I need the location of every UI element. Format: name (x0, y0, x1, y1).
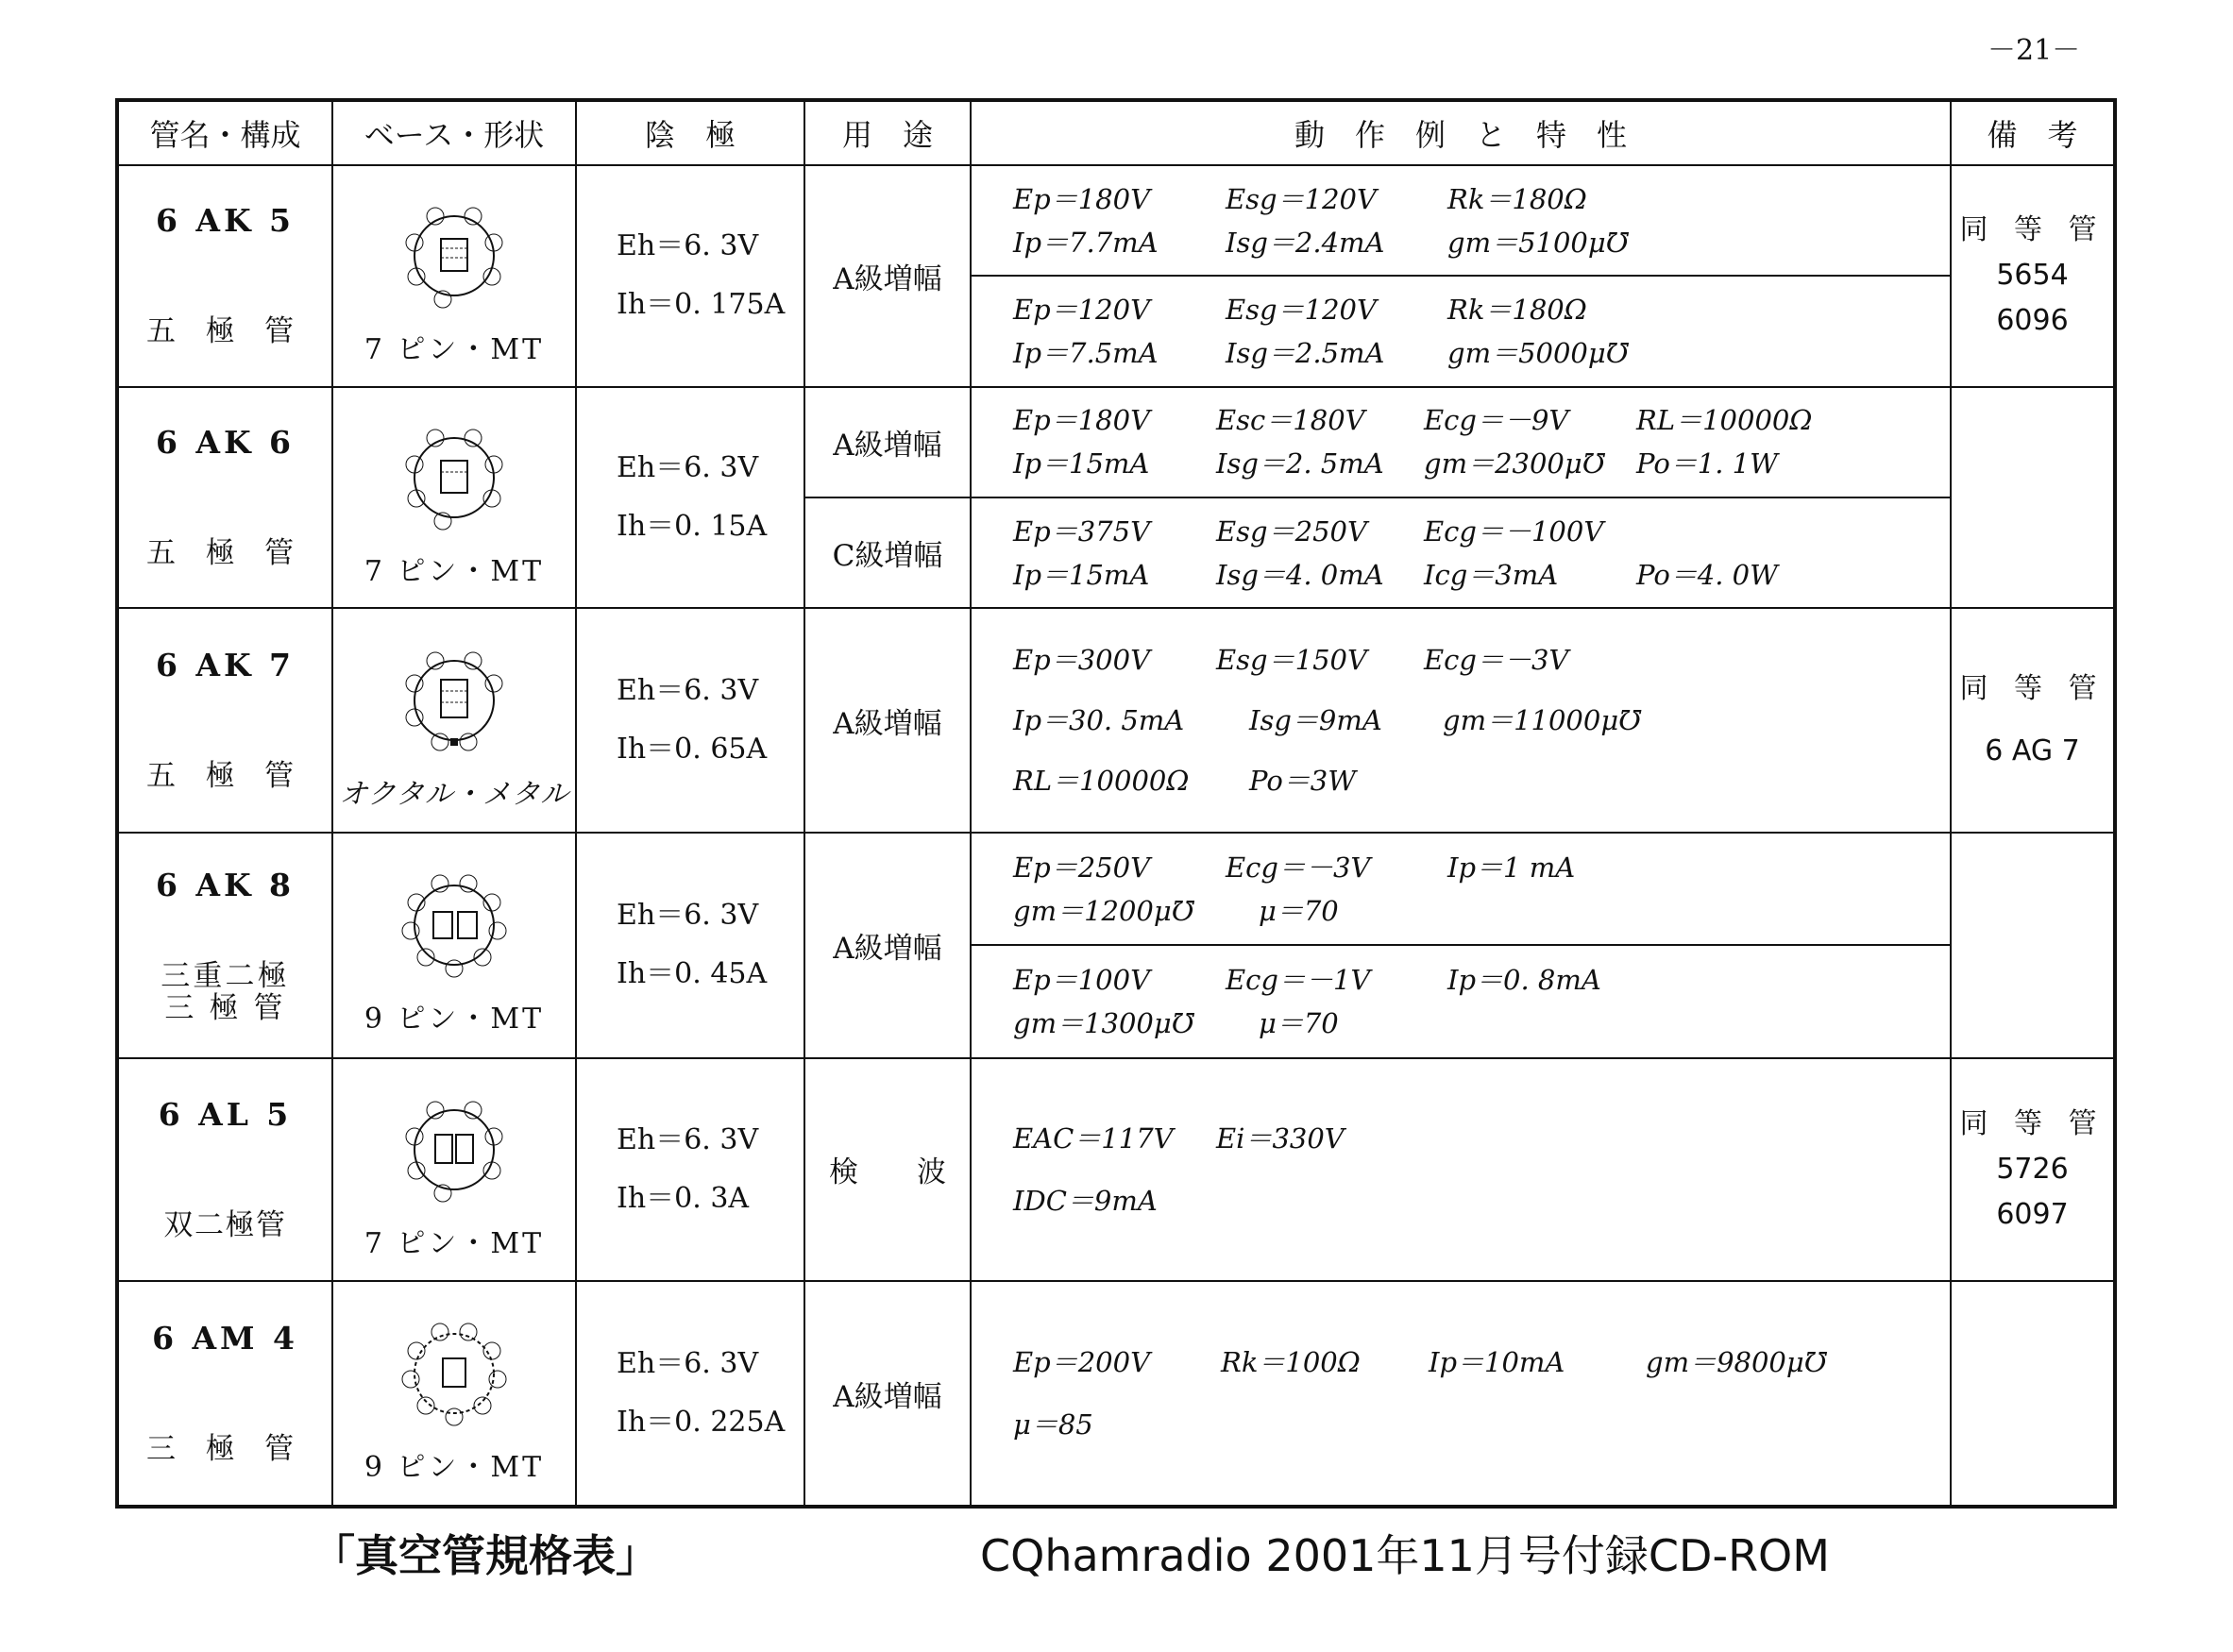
pin-diagram-icon (388, 190, 520, 322)
table-row (117, 387, 2115, 497)
notes-cell (1951, 387, 2115, 609)
notes-cell (1951, 833, 2115, 1058)
tube-kind: 三重二極 (161, 958, 290, 993)
tube-name-cell (117, 387, 332, 609)
cathode-cell (576, 833, 804, 1058)
heater-current: Ih＝0. 175A (617, 288, 786, 322)
op-value: Rk＝180Ω (1447, 293, 1587, 326)
op-value: Ip＝15mA (1013, 558, 1150, 591)
operation-cell (971, 608, 1951, 833)
cathode-cell (576, 387, 804, 609)
header-operation: 動 作 例 と 特 性 (971, 100, 1951, 165)
tube-name-cell (117, 608, 332, 833)
tube-spec-table (115, 98, 2117, 1509)
header-base: ベース・形状 (332, 100, 576, 165)
op-value: IDC＝9mA (1013, 1184, 1158, 1217)
header-notes: 備 考 (1951, 100, 2115, 165)
note-line: 同 等 管 (1959, 213, 2106, 247)
note-line: 5726 (1996, 1152, 2069, 1186)
page-number: －21－ (1988, 34, 2081, 67)
table-row (117, 1058, 2115, 1282)
op-value: Ip＝7.7mA (1013, 226, 1159, 259)
tube-name-cell (117, 1281, 332, 1507)
note-line: 同 等 管 (1959, 672, 2106, 706)
heater-current: Ih＝0. 65A (617, 733, 768, 767)
op-value: gm＝5100μ℧ (1447, 226, 1629, 259)
notes-cell (1951, 165, 2115, 387)
table-row (117, 833, 2115, 945)
heater-voltage: Eh＝6. 3V (617, 1122, 759, 1156)
op-value: gm＝5000μ℧ (1447, 336, 1629, 369)
operation-cell (971, 165, 1951, 276)
op-value: Esc＝180V (1216, 404, 1365, 437)
op-value: Ep＝300V (1013, 644, 1151, 677)
heater-voltage: Eh＝6. 3V (617, 450, 759, 484)
base-label: 9 ピン・MT (364, 1451, 545, 1485)
tube-name: 6 AK 5 (156, 202, 295, 240)
op-value: Ecg＝－1V (1226, 963, 1371, 996)
use-cell: A級増幅 (804, 608, 971, 833)
tube-kind: 五 極 管 (146, 535, 304, 570)
header-name: 管名・構成 (117, 100, 332, 165)
op-value: Ip＝10mA (1429, 1346, 1565, 1379)
op-value: μ＝85 (1013, 1408, 1093, 1441)
tube-kind: 五 極 管 (146, 759, 304, 794)
op-value: Isg＝2. 5mA (1216, 447, 1384, 480)
op-value: RL＝10000Ω (1636, 404, 1813, 437)
op-value: Ep＝100V (1013, 963, 1151, 996)
op-value: Ecg＝－3V (1424, 644, 1569, 677)
footer-title: 「真空管規格表」 (312, 1530, 659, 1581)
op-value: μ＝70 (1259, 1006, 1339, 1039)
header-cathode: 陰 極 (576, 100, 804, 165)
operation-cell (971, 497, 1951, 608)
tube-kind: 双二極管 (163, 1207, 287, 1242)
op-value: gm＝1300μ℧ (1013, 1006, 1194, 1039)
op-value: Esg＝120V (1226, 182, 1377, 215)
op-value: gm＝2300μ℧ (1424, 447, 1605, 480)
header-row (117, 100, 2115, 165)
op-value: Ep＝375V (1013, 514, 1151, 548)
note-line: 6 AG 7 (1985, 734, 2080, 768)
cathode-cell (576, 608, 804, 833)
op-value: Isg＝9mA (1249, 704, 1382, 737)
heater-current: Ih＝0. 45A (617, 957, 768, 991)
tube-name: 6 AM 4 (152, 1320, 298, 1357)
header-use: 用 途 (804, 100, 971, 165)
op-value: EAC＝117V (1013, 1121, 1174, 1155)
op-value: Ei＝330V (1216, 1121, 1345, 1155)
tube-name: 6 AL 5 (158, 1095, 293, 1133)
op-value: Isg＝4. 0mA (1216, 558, 1384, 591)
base-cell (332, 1281, 576, 1507)
notes-cell (1951, 608, 2115, 833)
footer-source: CQhamradio 2001年11月号付録CD-ROM (980, 1530, 1830, 1581)
use-cell: A級増幅 (804, 1281, 971, 1507)
op-value: Isg＝2.4mA (1226, 226, 1385, 259)
tube-name: 6 AK 6 (156, 423, 295, 461)
heater-current: Ih＝0. 225A (617, 1406, 786, 1440)
note-line: 5654 (1996, 259, 2069, 293)
op-value: Po＝4. 0W (1636, 558, 1778, 591)
op-value: Ep＝180V (1013, 404, 1151, 437)
use-cell: A級増幅 (804, 833, 971, 1058)
use-cell: 検 波 (804, 1058, 971, 1282)
heater-current: Ih＝0. 15A (617, 509, 768, 543)
base-cell (332, 165, 576, 387)
op-value: Ip＝7.5mA (1013, 336, 1159, 369)
base-label: 7 ピン・MT (364, 554, 545, 588)
op-value: Po＝3W (1249, 765, 1357, 798)
op-value: Ecg＝－9V (1424, 404, 1569, 437)
tube-kind: 五 極 管 (146, 314, 304, 349)
op-value: Ep＝250V (1013, 851, 1151, 884)
base-cell (332, 608, 576, 833)
op-value: gm＝11000μ℧ (1443, 704, 1642, 737)
tube-name-cell (117, 833, 332, 1058)
op-value: Esg＝250V (1216, 514, 1367, 548)
heater-current: Ih＝0. 3A (617, 1181, 750, 1215)
operation-cell (971, 945, 1951, 1057)
op-value: Ecg＝－3V (1226, 851, 1371, 884)
table-row (117, 608, 2115, 833)
op-value: RL＝10000Ω (1013, 765, 1190, 798)
op-value: Isg＝2.5mA (1226, 336, 1385, 369)
op-value: gm＝9800μ℧ (1646, 1346, 1827, 1379)
pin-diagram-icon (388, 1307, 520, 1440)
use-cell: A級増幅 (804, 387, 971, 497)
op-value: Ip＝15mA (1013, 447, 1150, 480)
note-line: 6096 (1996, 304, 2069, 338)
op-value: Rk＝180Ω (1447, 182, 1587, 215)
pin-diagram-icon (388, 859, 520, 991)
op-value: Ep＝180V (1013, 182, 1151, 215)
op-value: Rk＝100Ω (1221, 1346, 1361, 1379)
tube-name: 6 AK 8 (156, 866, 295, 903)
base-cell (332, 387, 576, 609)
tube-name-cell (117, 1058, 332, 1282)
base-label: 9 ピン・MT (364, 1003, 545, 1037)
op-value: Icg＝3mA (1424, 558, 1559, 591)
base-label: 7 ピン・MT (364, 333, 545, 367)
base-label: 7 ピン・MT (364, 1226, 545, 1260)
cathode-cell (576, 1058, 804, 1282)
op-value: Ip＝30. 5mA (1013, 704, 1185, 737)
pin-diagram-icon (388, 1084, 520, 1216)
operation-cell (971, 1058, 1951, 1282)
operation-cell (971, 833, 1951, 945)
op-value: Ecg＝－100V (1424, 514, 1604, 548)
op-value: Ep＝120V (1013, 293, 1151, 326)
heater-voltage: Eh＝6. 3V (617, 1347, 759, 1381)
tube-kind: 三 極 管 (146, 1432, 304, 1467)
heater-voltage: Eh＝6. 3V (617, 899, 759, 933)
table-row (117, 165, 2115, 276)
base-label: オクタル・メタル (339, 778, 569, 812)
cathode-cell (576, 1281, 804, 1507)
use-cell: C級増幅 (804, 497, 971, 608)
table-row (117, 1281, 2115, 1507)
base-cell (332, 1058, 576, 1282)
notes-cell (1951, 1058, 2115, 1282)
use-cell: A級増幅 (804, 165, 971, 387)
tube-name: 6 AK 7 (156, 647, 295, 684)
cathode-cell (576, 165, 804, 387)
op-value: μ＝70 (1259, 894, 1339, 927)
pin-diagram-icon (388, 412, 520, 544)
tube-name-cell (117, 165, 332, 387)
op-value: Ip＝1 mA (1447, 851, 1576, 884)
pin-diagram-icon (388, 634, 520, 767)
op-value: Ep＝200V (1013, 1346, 1151, 1379)
op-value: Esg＝120V (1226, 293, 1377, 326)
op-value: Esg＝150V (1216, 644, 1367, 677)
notes-cell (1951, 1281, 2115, 1507)
tube-kind: 三 極 管 (164, 990, 286, 1025)
base-cell (332, 833, 576, 1058)
op-value: gm＝1200μ℧ (1013, 894, 1194, 927)
operation-cell (971, 1281, 1951, 1507)
heater-voltage: Eh＝6. 3V (617, 229, 759, 263)
heater-voltage: Eh＝6. 3V (617, 674, 759, 708)
operation-cell (971, 387, 1951, 497)
op-value: Ip＝0. 8mA (1447, 963, 1601, 996)
note-line: 6097 (1996, 1197, 2069, 1231)
note-line: 同 等 管 (1959, 1106, 2106, 1140)
operation-cell (971, 276, 1951, 386)
op-value: Po＝1. 1W (1636, 447, 1778, 480)
